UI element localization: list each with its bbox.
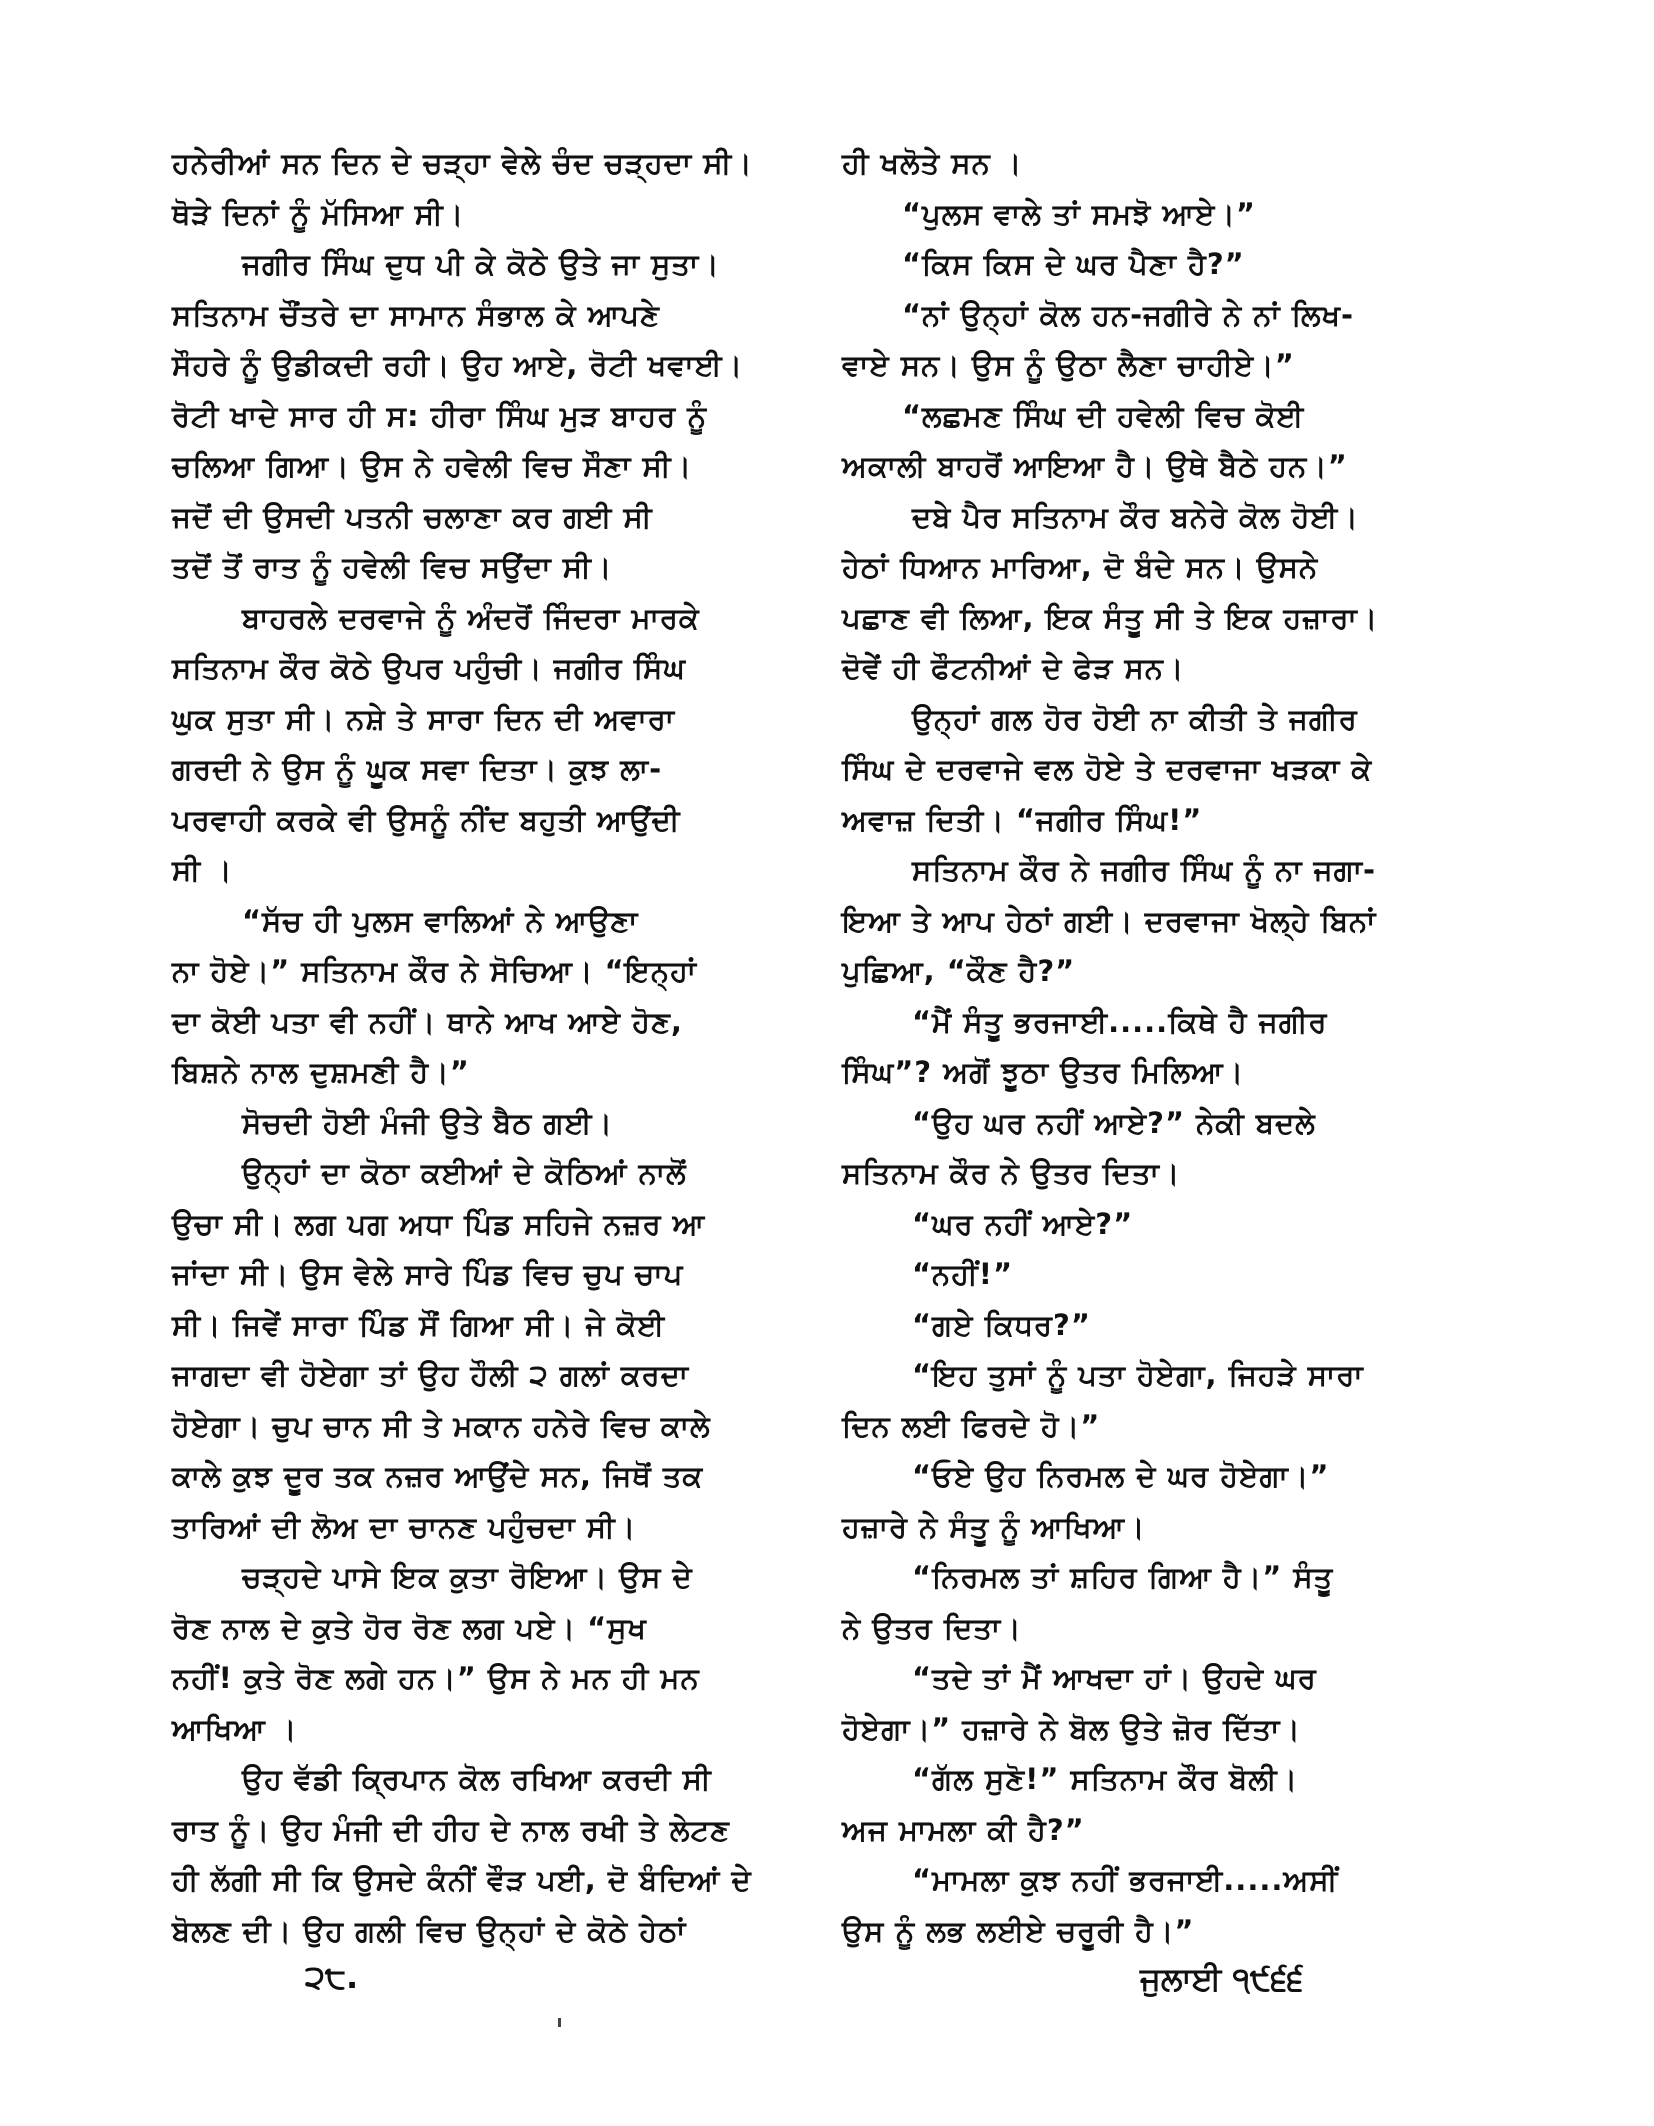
text-line: ਬਿਸ਼ਨੇ ਨਾਲ ਦੁਸ਼ਮਣੀ ਹੈ।” — [172, 1055, 470, 1089]
text-line: ਅਜ ਮਾਮਲਾ ਕੀ ਹੈ?” — [842, 1812, 1085, 1847]
right-text-column — [842, 138, 1492, 1948]
text-line: “ਸੱਚ ਹੀ ਪੁਲਸ ਵਾਲਿਆਂ ਨੇ ਆਉਣਾ — [242, 903, 639, 938]
text-line: ਇਆ ਤੇ ਆਪ ਹੇਠਾਂ ਗਈ। ਦਰਵਾਜਾ ਖੋਲ੍ਹੇ ਬਿਨਾਂ — [842, 903, 1377, 938]
text-line: ਪਰਵਾਹੀ ਕਰਕੇ ਵੀ ਉਸਨੂੰ ਨੀਂਦ ਬਹੁਤੀ ਆਉਂਦੀ — [172, 802, 681, 837]
text-line: ਸਤਿਨਾਮ ਕੌਰ ਨੇ ਜਗੀਰ ਸਿੰਘ ਨੂੰ ਨਾ ਜਗਾ- — [912, 853, 1377, 887]
text-line: ਹੇਠਾਂ ਧਿਆਨ ਮਾਰਿਆ, ਦੋ ਬੰਦੇ ਸਨ। ਉਸਨੇ — [842, 550, 1319, 584]
text-line: ਹਨੇਰੀਆਂ ਸਨ ਦਿਨ ਦੇ ਚੜ੍ਹਾ ਵੇਲੇ ਚੰਦ ਚੜ੍ਹਦਾ ਸੀ। — [172, 146, 753, 180]
text-line: ਗਰਦੀ ਨੇ ਉਸ ਨੂੰ ਘੂਕ ਸਵਾ ਦਿਤਾ। ਕੁਝ ਲਾ- — [172, 752, 663, 786]
text-line: ਪੁਛਿਆ, “ਕੌਣ ਹੈ?” — [842, 954, 1076, 988]
text-line: ਉਨ੍ਹਾਂ ਦਾ ਕੋਠਾ ਕਈਆਂ ਦੇ ਕੋਠਿਆਂ ਨਾਲੋਂ — [242, 1156, 687, 1190]
text-line: ਤਾਰਿਆਂ ਦੀ ਲੋਅ ਦਾ ਚਾਨਣ ਪਹੁੰਚਦਾ ਸੀ। — [172, 1509, 637, 1544]
text-line: ਦਾ ਕੋਈ ਪਤਾ ਵੀ ਨਹੀਂ। ਥਾਨੇ ਆਖ ਆਏ ਹੋਣ, — [172, 1004, 683, 1039]
page-number: ੨੮. — [305, 1958, 359, 1996]
text-line: ਸਿੰਘ ਦੇ ਦਰਵਾਜੇ ਵਲ ਹੋਏ ਤੇ ਦਰਵਾਜਾ ਖੜਕਾ ਕੇ — [842, 752, 1373, 786]
text-line: “ਗਏ ਕਿਧਰ?” — [912, 1307, 1091, 1342]
text-line: ਸੌਹਰੇ ਨੂੰ ਉਡੀਕਦੀ ਰਹੀ। ਉਹ ਆਏ, ਰੋਟੀ ਖਵਾਈ। — [172, 348, 744, 382]
text-line: ਪਛਾਣ ਵੀ ਲਿਆ, ਇਕ ਸੰਤੂ ਸੀ ਤੇ ਇਕ ਹਜ਼ਾਰਾ। — [842, 600, 1379, 635]
text-line: ਉਹ ਵੱਡੀ ਕ੍ਰਿਪਾਨ ਕੋਲ ਰਖਿਆ ਕਰਦੀ ਸੀ — [242, 1762, 712, 1796]
text-line: ਹੀ ਖਲੋਤੇ ਸਨ । — [842, 146, 1023, 180]
text-line: ਨੇ ਉਤਰ ਦਿਤਾ। — [842, 1610, 1022, 1645]
text-line: ਹੋਏਗਾ।” ਹਜ਼ਾਰੇ ਨੇ ਬੋਲ ਉਤੇ ਜ਼ੋਰ ਦਿੱਤਾ। — [842, 1711, 1301, 1746]
text-line: “ਨਹੀਂ!” — [912, 1257, 1014, 1291]
text-line: ਬਾਹਰਲੇ ਦਰਵਾਜੇ ਨੂੰ ਅੰਦਰੋਂ ਜਿੰਦਰਾ ਮਾਰਕੇ — [242, 600, 700, 635]
text-line: ਸਤਿਨਾਮ ਕੌਰ ਨੇ ਉਤਰ ਦਿਤਾ। — [842, 1156, 1181, 1190]
text-line: ਸੋਚਦੀ ਹੋਈ ਮੰਜੀ ਉਤੇ ਬੈਠ ਗਈ। — [242, 1105, 614, 1140]
text-line: “ਘਰ ਨਹੀਂ ਆਏ?” — [912, 1206, 1134, 1241]
text-line: ਆਖਿਆ । — [172, 1711, 298, 1746]
text-line: ਨਾ ਹੋਏ।” ਸਤਿਨਾਮ ਕੌਰ ਨੇ ਸੋਚਿਆ। “ਇਨ੍ਹਾਂ — [172, 954, 697, 988]
text-line: ਵਾਏ ਸਨ। ਉਸ ਨੂੰ ਉਠਾ ਲੈਣਾ ਚਾਹੀਏ।” — [842, 348, 1295, 382]
text-line: ਹਜ਼ਾਰੇ ਨੇ ਸੰਤੂ ਨੂੰ ਆਖਿਆ। — [842, 1509, 1146, 1544]
text-line: ਜਦੋਂ ਦੀ ਉਸਦੀ ਪਤਨੀ ਚਲਾਣਾ ਕਰ ਗਈ ਸੀ — [172, 499, 653, 534]
text-line: ਜਾਗਦਾ ਵੀ ਹੋਏਗਾ ਤਾਂ ਉਹ ਹੌਲੀ ੨ ਗਲਾਂ ਕਰਦਾ — [172, 1358, 690, 1392]
text-line: “ਮੈਂ ਸੰਤੂ ਭਰਜਾਈ.....ਕਿਥੇ ਹੈ ਜਗੀਰ — [912, 1004, 1328, 1039]
text-line: ਰਾਤ ਨੂੰ। ਉਹ ਮੰਜੀ ਦੀ ਹੀਹ ਦੇ ਨਾਲ ਰਖੀ ਤੇ ਲੇਟਣ — [172, 1812, 730, 1847]
text-line: ਥੋੜੇ ਦਿਨਾਂ ਨੂੰ ਮੱਸਿਆ ਸੀ। — [172, 196, 465, 231]
text-line: ਸੀ। ਜਿਵੇਂ ਸਾਰਾ ਪਿੰਡ ਸੌਂ ਗਿਆ ਸੀ। ਜੇ ਕੋਈ — [172, 1307, 666, 1342]
text-line: ਘੁਕ ਸੁਤਾ ਸੀ। ਨਸ਼ੇ ਤੇ ਸਾਰਾ ਦਿਨ ਦੀ ਅਵਾਰਾ — [172, 701, 676, 736]
text-line: ਉਸ ਨੂੰ ਲਭ ਲਈਏ ਚਰੂਰੀ ਹੈ।” — [842, 1913, 1195, 1948]
text-line: ਦੋਵੇਂ ਹੀ ਫੌਟਨੀਆਂ ਦੇ ਫੇੜ ਸਨ। — [842, 651, 1185, 685]
text-line: ਰੋਟੀ ਖਾਦੇ ਸਾਰ ਹੀ ਸ: ਹੀਰਾ ਸਿੰਘ ਮੁੜ ਬਾਹਰ ਨੂੰ — [172, 398, 708, 433]
text-line: ਅਵਾਜ਼ ਦਿਤੀ। “ਜਗੀਰ ਸਿੰਘ!” — [842, 802, 1203, 837]
text-line: ਸਤਿਨਾਮ ਚੌਂਤਰੇ ਦਾ ਸਾਮਾਨ ਸੰਭਾਲ ਕੇ ਆਪਣੇ — [172, 297, 660, 332]
text-line: ਹੋਏਗਾ। ਚੁਪ ਚਾਨ ਸੀ ਤੇ ਮਕਾਨ ਹਨੇਰੇ ਵਿਚ ਕਾਲੇ — [172, 1408, 711, 1443]
text-line: ਉਨ੍ਹਾਂ ਗਲ ਹੋਰ ਹੋਈ ਨਾ ਕੀਤੀ ਤੇ ਜਗੀਰ — [912, 701, 1358, 736]
text-line: “ਗੱਲ ਸੁਣੋ!” ਸਤਿਨਾਮ ਕੌਰ ਬੋਲੀ। — [912, 1762, 1299, 1796]
text-line: “ਤਦੇ ਤਾਂ ਮੈਂ ਆਖਦਾ ਹਾਂ। ਉਹਦੇ ਘਰ — [912, 1661, 1317, 1695]
text-line: “ਨਿਰਮਲ ਤਾਂ ਸ਼ਹਿਰ ਗਿਆ ਹੈ।” ਸੰਤੂ — [912, 1560, 1334, 1594]
text-line: ਉਚਾ ਸੀ। ਲਗ ਪਗ ਅਧਾ ਪਿੰਡ ਸਹਿਜੇ ਨਜ਼ਰ ਆ — [172, 1206, 706, 1241]
text-line: ਕਾਲੇ ਕੁਝ ਦੂਰ ਤਕ ਨਜ਼ਰ ਆਉਂਦੇ ਸਨ, ਜਿਥੋਂ ਤਕ — [172, 1459, 704, 1493]
text-line: “ਓਏ ਉਹ ਨਿਰਮਲ ਦੇ ਘਰ ਹੋਏਗਾ।” — [912, 1459, 1330, 1493]
text-line: ਚਲਿਆ ਗਿਆ। ਉਸ ਨੇ ਹਵੇਲੀ ਵਿਚ ਸੌਣਾ ਸੀ। — [172, 449, 693, 483]
text-line: “ਕਿਸ ਕਿਸ ਦੇ ਘਰ ਪੈਣਾ ਹੈ?” — [902, 247, 1245, 281]
text-line: ਤਦੋਂ ਤੋਂ ਰਾਤ ਨੂੰ ਹਵੇਲੀ ਵਿਚ ਸਉਂਦਾ ਸੀ। — [172, 550, 613, 584]
text-line: “ਉਹ ਘਰ ਨਹੀਂ ਆਏ?” ਨੇਕੀ ਬਦਲੇ — [912, 1105, 1316, 1140]
left-text-column — [172, 138, 822, 1948]
issue-date: ਜੁਲਾਈ ੧੯੬੬ — [1140, 1960, 1304, 1998]
text-line: ਜਾਂਦਾ ਸੀ। ਉਸ ਵੇਲੇ ਸਾਰੇ ਪਿੰਡ ਵਿਚ ਚੁਪ ਚਾਪ — [172, 1257, 684, 1291]
text-line: “ਮਾਮਲਾ ਕੁਝ ਨਹੀਂ ਭਰਜਾਈ.....ਅਸੀਂ — [912, 1863, 1339, 1897]
text-line: ਦਿਨ ਲਈ ਫਿਰਦੇ ਹੋ।” — [842, 1408, 1101, 1443]
text-line: ਹੀ ਲੱਗੀ ਸੀ ਕਿ ਉਸਦੇ ਕੰਨੀਂ ਵੌੜ ਪਈ, ਦੋ ਬੰਦਿਆਂ ਦੇ — [172, 1863, 752, 1897]
text-line: ਦਬੇ ਪੈਰ ਸਤਿਨਾਮ ਕੌਰ ਬਨੇਰੇ ਕੋਲ ਹੋਈ। — [912, 499, 1359, 534]
print-speck — [558, 2018, 561, 2027]
text-line: “ਨਾਂ ਉਨ੍ਹਾਂ ਕੋਲ ਹਨ-ਜਗੀਰੇ ਨੇ ਨਾਂ ਲਿਖ- — [902, 297, 1355, 332]
text-line: ਸਤਿਨਾਮ ਕੌਰ ਕੋਠੇ ਉਪਰ ਪਹੁੰਚੀ। ਜਗੀਰ ਸਿੰਘ — [172, 651, 686, 685]
text-line: ਨਹੀਂ! ਕੁਤੇ ਰੋਣ ਲਗੇ ਹਨ।” ਉਸ ਨੇ ਮਨ ਹੀ ਮਨ — [172, 1661, 700, 1695]
text-line: “ਲਛਮਣ ਸਿੰਘ ਦੀ ਹਵੇਲੀ ਵਿਚ ਕੋਈ — [902, 398, 1305, 433]
text-line: ਚੜ੍ਹਦੇ ਪਾਸੇ ਇਕ ਕੁਤਾ ਰੋਇਆ। ਉਸ ਦੇ — [242, 1560, 693, 1594]
text-line: “ਇਹ ਤੁਸਾਂ ਨੂੰ ਪਤਾ ਹੋਏਗਾ, ਜਿਹੜੇ ਸਾਰਾ — [912, 1358, 1364, 1392]
text-line: ਬੋਲਣ ਦੀ। ਉਹ ਗਲੀ ਵਿਚ ਉਨ੍ਹਾਂ ਦੇ ਕੋਠੇ ਹੇਠਾਂ — [172, 1913, 687, 1948]
text-line: “ਪੁਲਸ ਵਾਲੇ ਤਾਂ ਸਮਝੋ ਆਏ।” — [902, 196, 1256, 231]
text-line: ਸੀ । — [172, 853, 233, 887]
text-line: ਜਗੀਰ ਸਿੰਘ ਦੁਧ ਪੀ ਕੇ ਕੋਠੇ ਉਤੇ ਜਾ ਸੁਤਾ। — [242, 247, 720, 281]
text-line: ਅਕਾਲੀ ਬਾਹਰੋਂ ਆਇਆ ਹੈ। ਉਥੇ ਬੈਠੇ ਹਨ।” — [842, 449, 1348, 483]
text-line: ਰੋਣ ਨਾਲ ਦੇ ਕੁਤੇ ਹੋਰ ਰੋਣ ਲਗ ਪਏ। “ਸੁਖ — [172, 1610, 647, 1645]
text-line: ਸਿੰਘ”? ਅਗੋਂ ਝੂਠਾ ਉਤਰ ਮਿਲਿਆ। — [842, 1055, 1245, 1089]
